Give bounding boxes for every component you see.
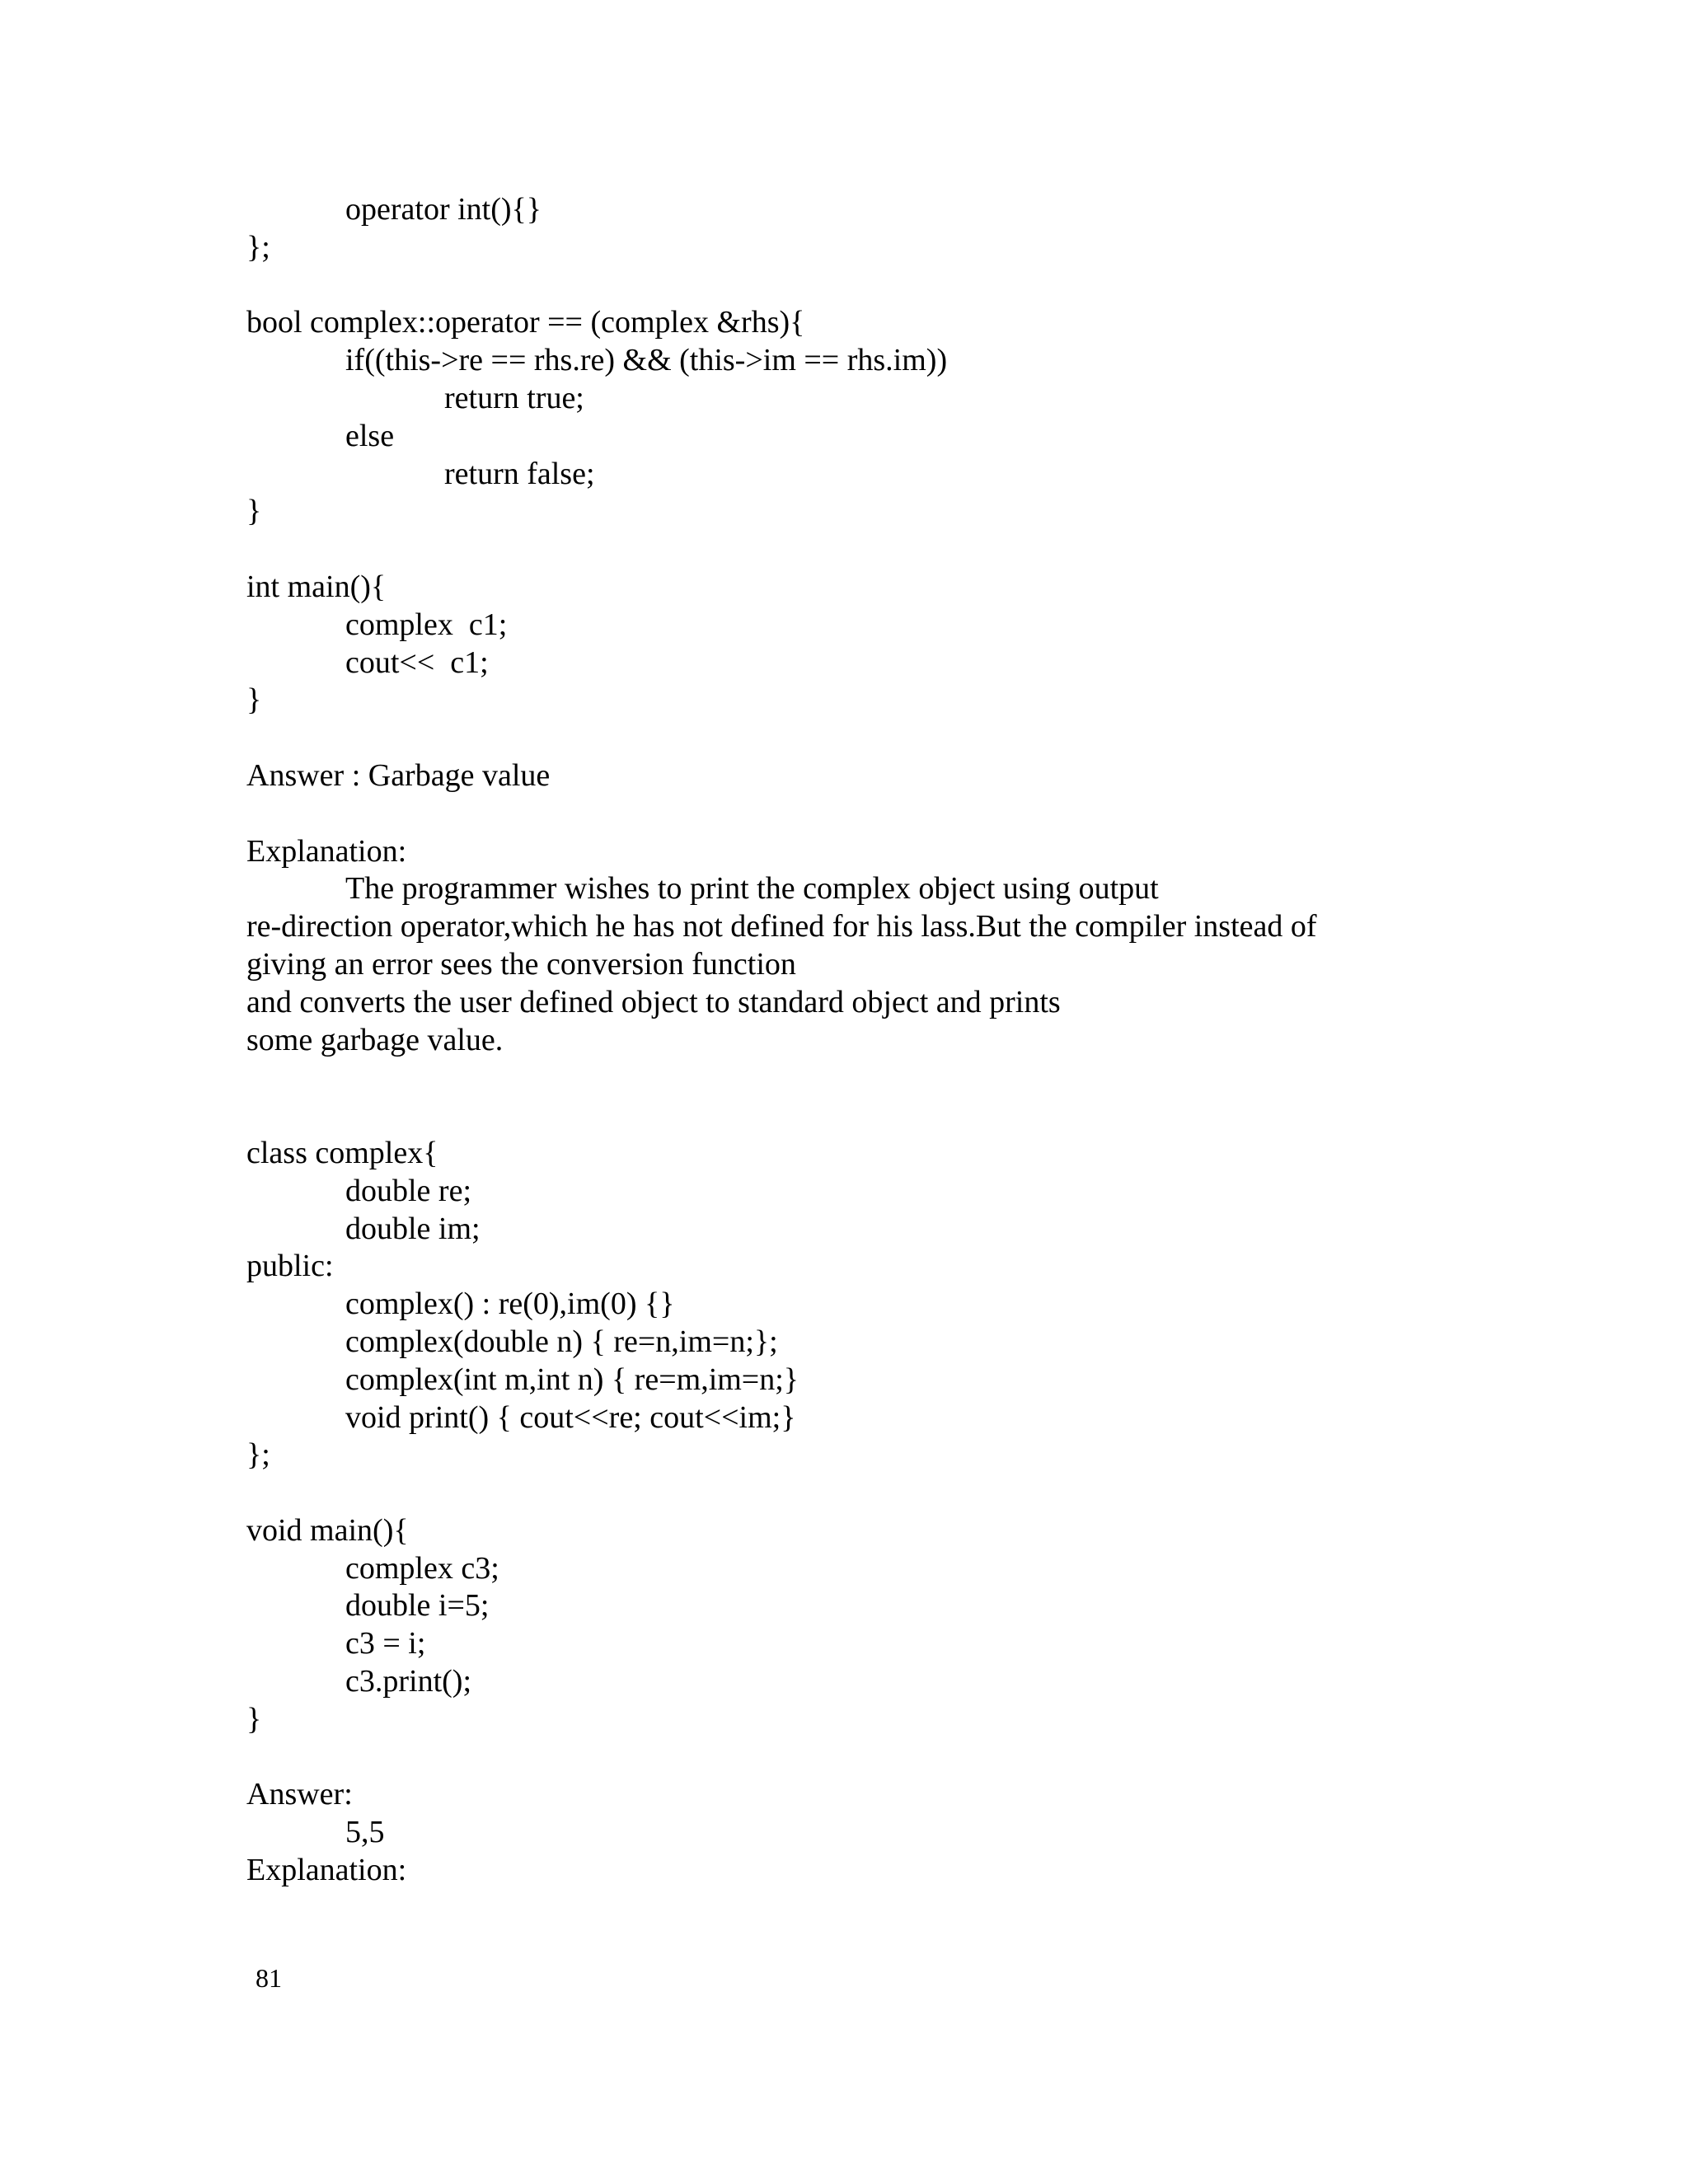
- text-line: };: [246, 229, 270, 265]
- text-line: }: [246, 494, 262, 529]
- text-line: giving an error sees the conversion function: [246, 946, 796, 982]
- text-line: complex() : re(0),im(0) {}: [345, 1286, 675, 1322]
- text-line: re-direction operator,which he has not defined for his lass.But the compiler instead of: [246, 909, 1317, 944]
- text-line: cout<< c1;: [345, 644, 489, 680]
- text-line: The programmer wishes to print the complex object using output: [345, 871, 1159, 907]
- text-line: if((this->re == rhs.re) && (this->im == rhs.im)): [345, 343, 948, 378]
- text-line: bool complex::operator == (complex &rhs){: [246, 305, 805, 340]
- text-line: complex c3;: [345, 1550, 499, 1586]
- paragraph-spacer: [246, 1059, 1483, 1135]
- text-line: 5,5: [345, 1815, 385, 1850]
- text-block: [246, 1512, 1483, 1739]
- text-line: Explanation:: [246, 1853, 407, 1888]
- paragraph-spacer: [246, 719, 1483, 757]
- text-line: int main(){: [246, 569, 387, 604]
- text-line: };: [246, 1437, 270, 1473]
- text-block: [246, 569, 1483, 719]
- text-line: void main(){: [246, 1512, 409, 1548]
- text-line: complex(int m,int n) { re=m,im=n;}: [345, 1361, 799, 1397]
- text-line: complex(double n) { re=n,im=n;};: [345, 1324, 778, 1359]
- text-line: complex c1;: [345, 607, 508, 642]
- text-line: else: [345, 418, 395, 453]
- paragraph-spacer: [246, 795, 1483, 833]
- text-line: double i=5;: [345, 1588, 490, 1624]
- text-line: }: [246, 1701, 262, 1736]
- text-line: Answer : Garbage value: [246, 757, 551, 793]
- text-line: public:: [246, 1249, 334, 1284]
- text-line: return false;: [444, 456, 595, 491]
- text-block: [246, 1776, 1483, 1889]
- text-line: c3.print();: [345, 1664, 472, 1699]
- text-line: double im;: [345, 1211, 481, 1246]
- text-line: void print() { cout<<re; cout<<im;}: [345, 1399, 796, 1435]
- text-block: [246, 1135, 1483, 1474]
- text-block: [246, 833, 1483, 1060]
- text-line: class complex{: [246, 1135, 438, 1170]
- text-line: c3 = i;: [345, 1626, 426, 1661]
- paragraph-spacer: [246, 1739, 1483, 1777]
- text-line: operator int(){}: [345, 192, 542, 227]
- text-line: Answer:: [246, 1777, 353, 1812]
- paragraph-spacer: [246, 1474, 1483, 1512]
- text-line: and converts the user defined object to standard object and prints: [246, 984, 1061, 1019]
- text-block: [246, 304, 1483, 531]
- text-line: double re;: [345, 1173, 472, 1208]
- text-line: Explanation:: [246, 833, 407, 869]
- text-block: [246, 191, 1483, 267]
- paragraph-spacer: [246, 531, 1483, 569]
- text-block: [246, 757, 1483, 795]
- page-body: [246, 191, 1483, 1890]
- text-line: return true;: [444, 380, 584, 415]
- page-number: 81: [256, 1963, 282, 1993]
- paragraph-spacer: [246, 267, 1483, 305]
- text-line: some garbage value.: [246, 1022, 504, 1057]
- text-line: }: [246, 682, 262, 718]
